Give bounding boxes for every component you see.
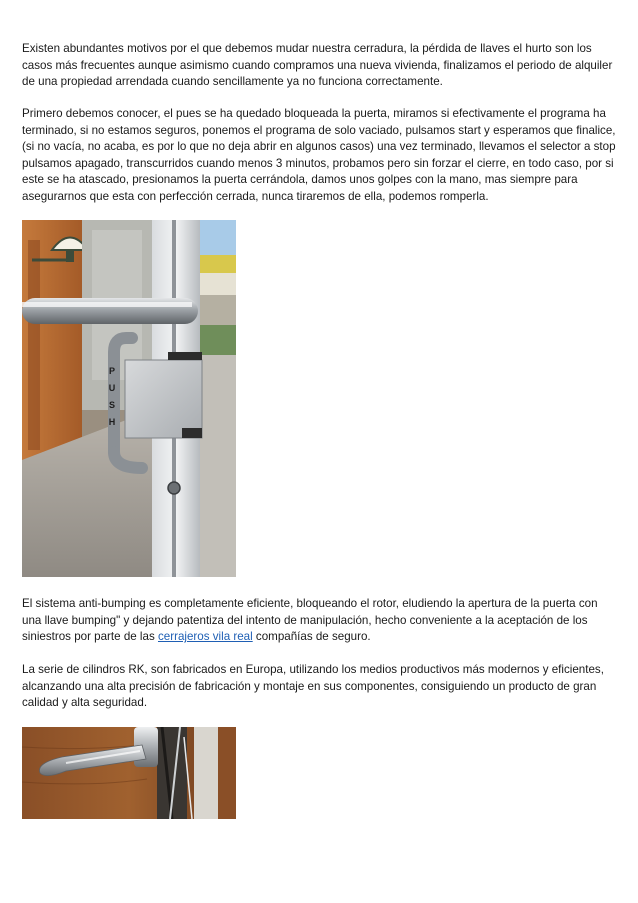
paragraph-intro: Existen abundantes motivos por el que debemos mudar nuestra cerradura, la pérdida de llaves el hurto son los casos más frecuentes aunque asimismo cuando compramos una nueva vivienda, finalizamos el periodo de alquiler de una propiedad arrendada cuando sencillamente ya no funciona correctamente. bbox=[22, 42, 613, 89]
paragraph-instructions: Primero debemos conocer, el pues se ha quedado bloqueada la puerta, miramos si efectivamente el programa ha terminado, si no estamos seguros, ponemos el programa de solo vaciado, pulsamos start y esperamos que finalice, (si no vacía, no acaba, es por lo que no deja abrir en algunos casos) una vez terminado, llevamos el selector a stop pulsamos apagado, transcurridos cuando menos 3 minutos, probamos pero sin forzar el cierre, en todo caso, por si este se ha atascado, presionamos la puerta cerrándola, damos unos golpes con la mano, mas siempre para asegurarnos que esta con perfección cerrada, nunca tiraremos de ella, podemos romperla. bbox=[22, 107, 616, 203]
paragraph-text: El sistema anti-bumping es completamente eficiente, bloqueando el rotor, eludiendo la apertura de la puerta con una llave bumping" y dejando patentiza del intento de manipulación, hecho conveniente a la aceptación de los siniestros por parte de las bbox=[22, 597, 598, 644]
paragraph-text: compañías de seguro. bbox=[252, 630, 371, 644]
paragraph-rk-cylinders: La serie de cilindros RK, son fabricados en Europa, utilizando los medios productivos más modernos y eficientes, alcanzando una alta precisión de fabricación y montaje en sus componentes, consiguiendo un producto de gran calidad y alta seguridad. bbox=[22, 663, 604, 710]
door-push-bar-photo bbox=[22, 220, 236, 577]
cerrajeros-link[interactable]: cerrajeros vila real bbox=[157, 630, 253, 644]
door-handle-lock-photo bbox=[22, 727, 236, 819]
paragraph-anti-bumping bbox=[22, 596, 616, 646]
push-letter: H bbox=[108, 417, 116, 427]
push-letter: U bbox=[108, 383, 116, 393]
push-letter: P bbox=[108, 366, 116, 376]
push-letter: S bbox=[108, 400, 116, 410]
